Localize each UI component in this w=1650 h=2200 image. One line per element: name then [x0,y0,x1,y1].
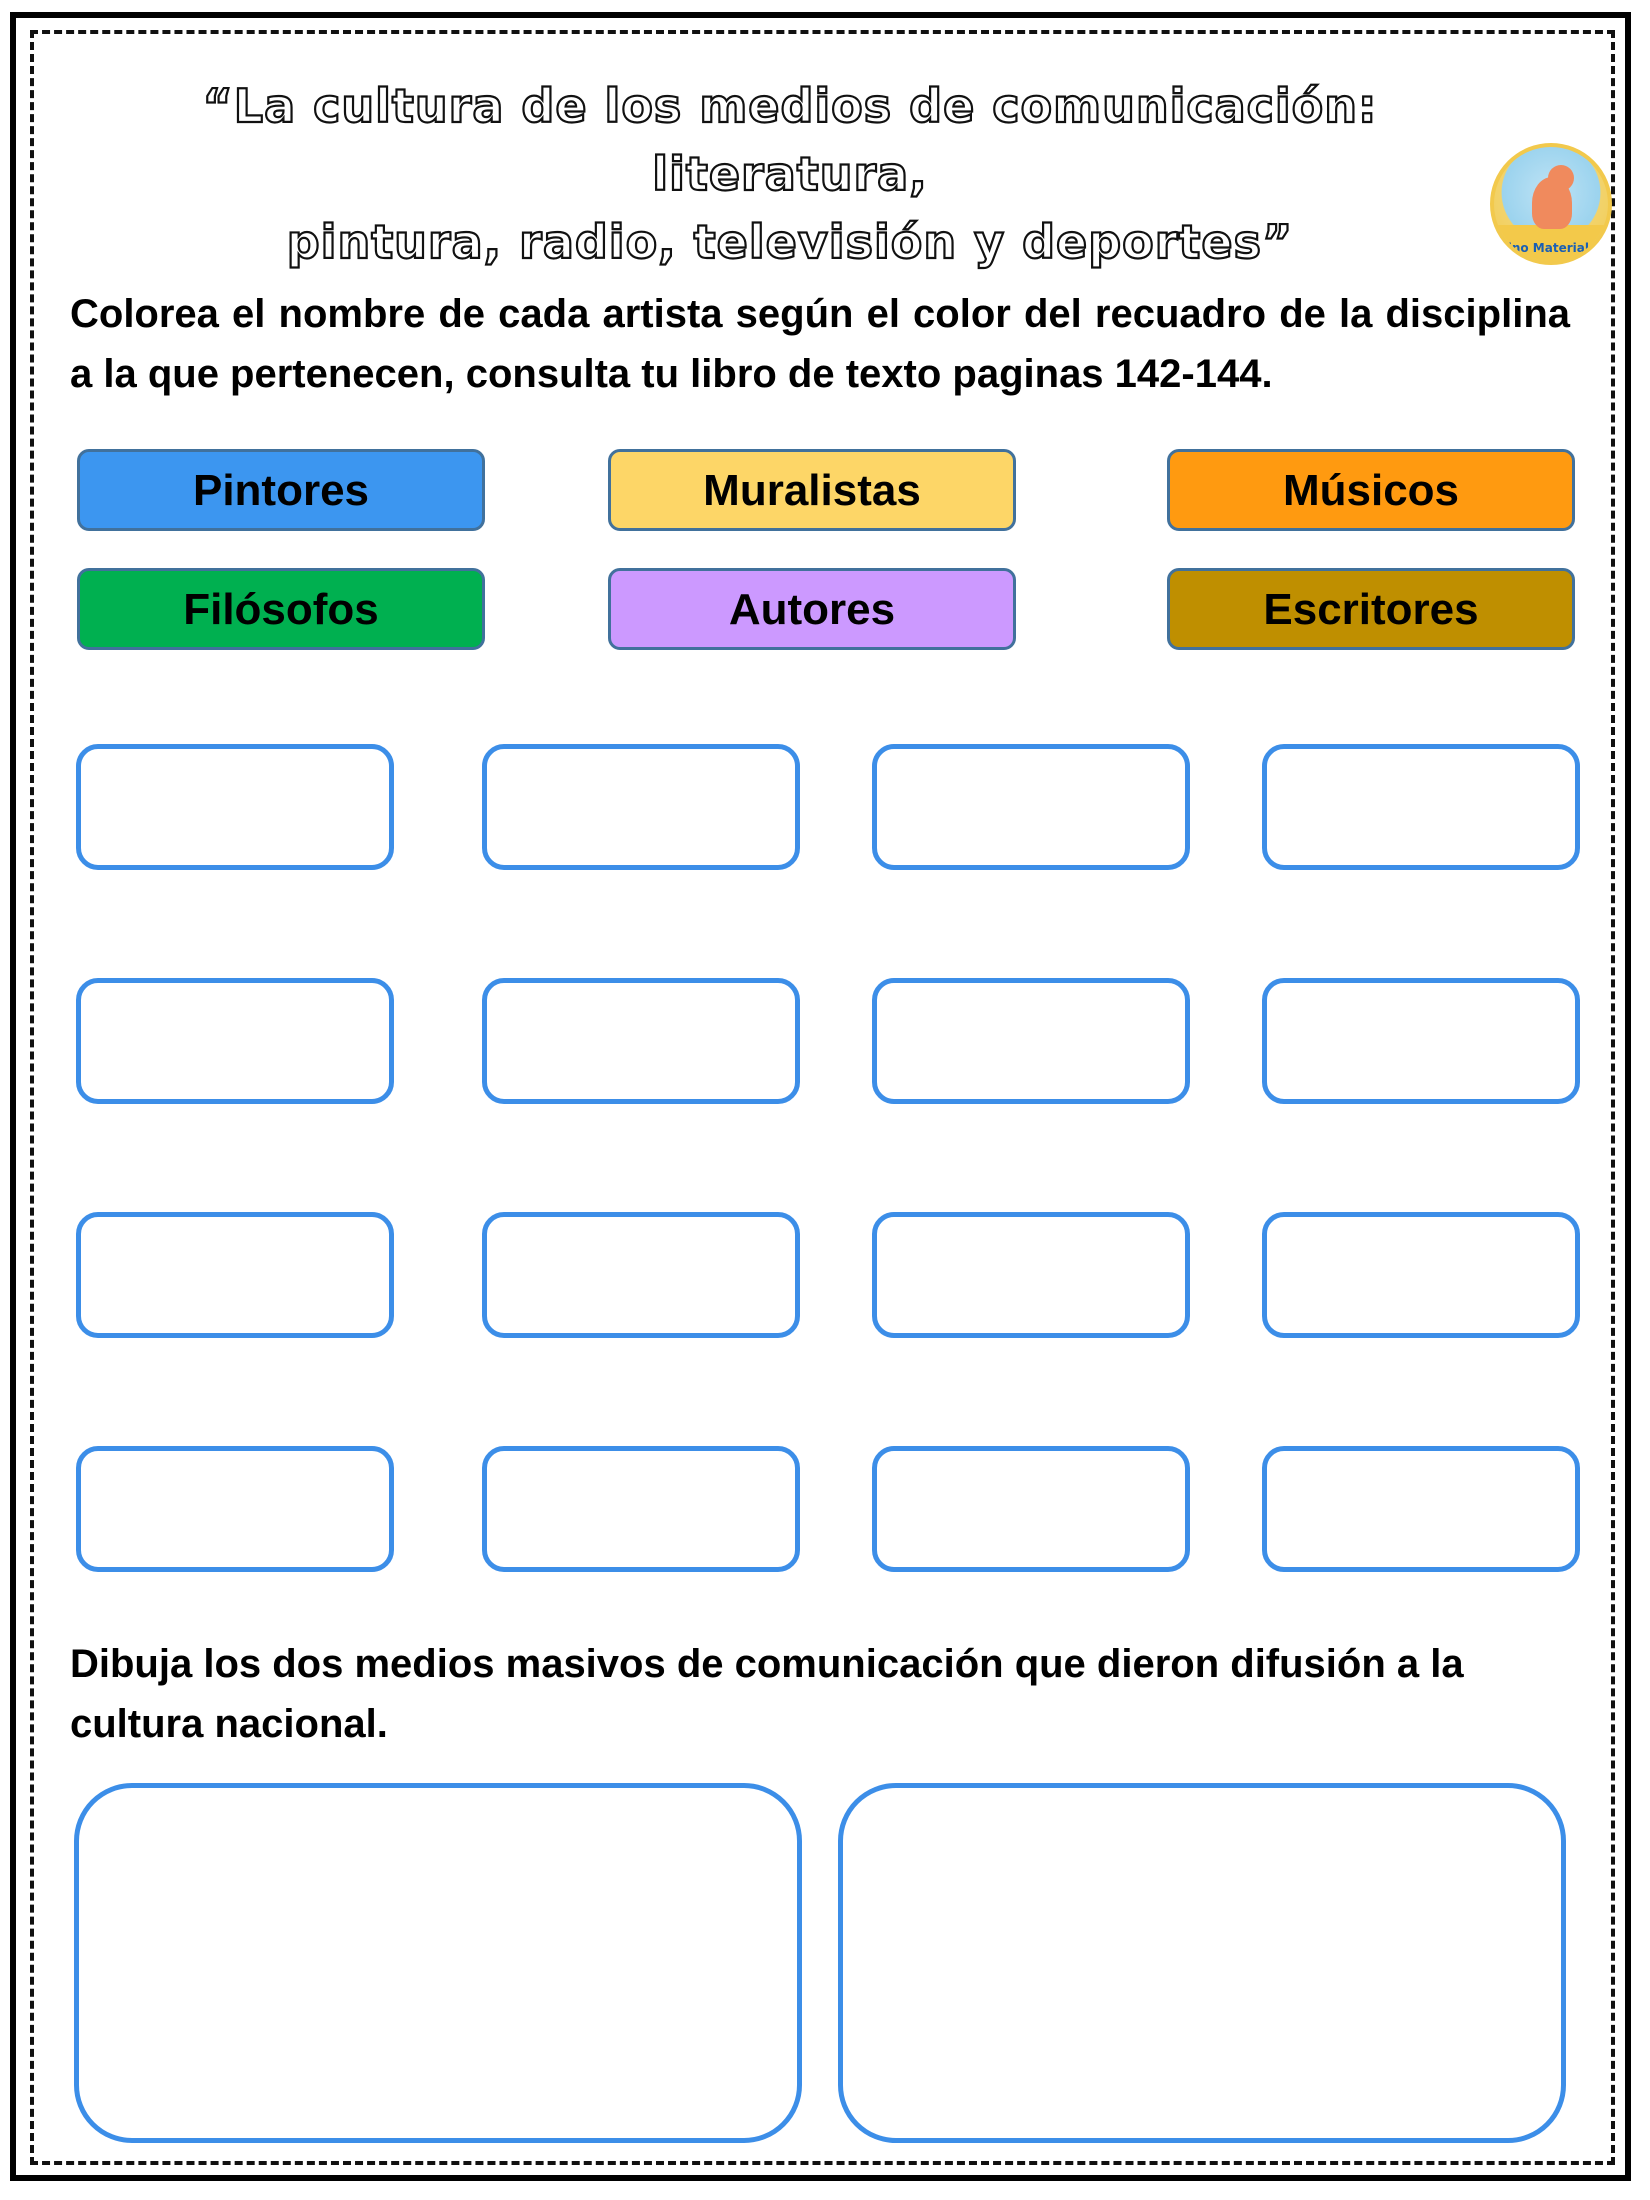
name-box[interactable] [482,744,800,870]
name-box[interactable] [1262,1212,1580,1338]
name-box[interactable] [76,978,394,1104]
color-instructions: Colorea el nombre de cada artista según el color del recuadro de la disciplina a la que pertenecen, consulta tu libro de texto paginas 142-144. [70,292,1570,396]
category-escritores: Escritores [1167,568,1575,650]
title-line-1: “La cultura de los medios de comunicación: literatura, [202,79,1378,201]
name-box[interactable] [76,1212,394,1338]
category-pintores: Pintores [77,449,485,531]
name-box[interactable] [76,1446,394,1572]
title-line-2: pintura, radio, televisión y deportes” [286,215,1294,269]
name-box[interactable] [872,1446,1190,1572]
name-box[interactable] [76,744,394,870]
name-box[interactable] [1262,744,1580,870]
category-muralistas: Muralistas [608,449,1016,531]
drawing-area-right[interactable] [838,1783,1566,2143]
worksheet-title [70,72,1510,276]
name-box[interactable] [482,1212,800,1338]
drawing-area-left[interactable] [74,1783,802,2143]
name-box[interactable] [482,1446,800,1572]
category-musicos: Músicos [1167,449,1575,531]
name-box[interactable] [872,744,1190,870]
logo-text: Dino Materiales [1497,241,1605,255]
name-box[interactable] [872,1212,1190,1338]
dinosaur-logo-icon [1490,143,1612,265]
category-autores: Autores [608,568,1016,650]
category-filosofos: Filósofos [77,568,485,650]
name-box[interactable] [872,978,1190,1104]
name-box[interactable] [1262,1446,1580,1572]
name-box[interactable] [482,978,800,1104]
draw-instructions: Dibuja los dos medios masivos de comunicación que dieron difusión a la cultura nacional. [70,1642,1464,1746]
name-box[interactable] [1262,978,1580,1104]
